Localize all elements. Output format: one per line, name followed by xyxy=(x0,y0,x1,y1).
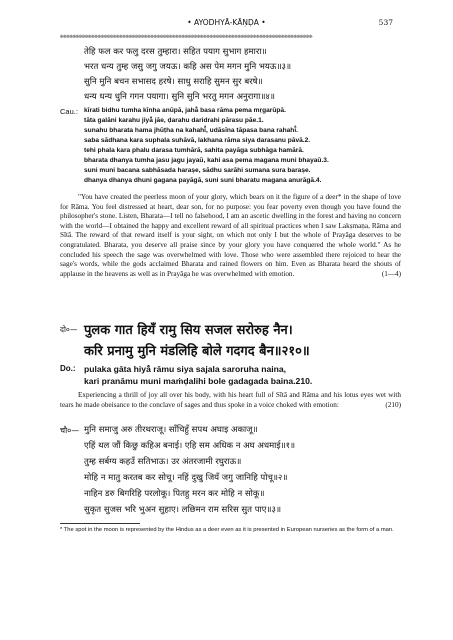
translit-line: sunahu bharata hama jhūṭha na kahahī̐, udāsīna tāpasa bana rahahī̐. xyxy=(84,127,298,134)
verse-line: तेहि फल कर फलु दरस तुम्हारा। सहित पयाग सुभाग हमारा॥ xyxy=(84,47,267,57)
verse-line: सुकृत सुजस भरि भुअन सुहाए। लछिमन राम सरिस सुत पाए॥३॥ xyxy=(84,505,282,515)
ornamental-border: ❊❊❊❊❊❊❊❊❊❊❊❊❊❊❊❊❊❊❊❊❊❊❊❊❊❊❊❊❊❊❊❊❊❊❊❊❊❊❊❊❊❊❊❊❊❊❊❊❊❊❊❊❊❊❊❊❊❊❊❊❊❊❊❊❊❊❊❊❊❊❊❊❊❊❊❊❊❊❊❊❊ xyxy=(60,33,313,40)
verse-line: भरत धन्य तुम्ह जसु जगु जयऊ। कहि अस पेम मगन मुनि भयऊ॥३॥ xyxy=(84,62,292,72)
translit-line: kīrati bidhu tumha kīnha anūpā, jahå̐ basa rāma pema mṛgarūpā. xyxy=(84,107,286,114)
translit-line: dhanya dhanya dhuni gagana payāgā, suni suni bharatu magana anurāgā.4. xyxy=(84,177,322,184)
verse-line: मोहि न मातु करतब कर सोचू। नहिं दुखु जियँ जगु जानिहि पोचू॥२॥ xyxy=(84,473,288,483)
verse-line: एहिं थल जौं किछु कहिअ बनाई। एहि सम अधिक न अघ अधमाई॥१॥ xyxy=(84,441,296,451)
verse-line: मुनि समाजु अरु तीरथराजू। साँचिहुँ सपथ अघाइ अकाजू॥ xyxy=(84,425,258,435)
running-header xyxy=(60,18,393,30)
footnote-rule xyxy=(60,523,140,524)
page-number: 537 xyxy=(378,18,393,27)
translation-text: Experiencing a thrill of joy all over his body, with his heart full of Sītā and Rāma and his lotus eyes wet with tears he made obeisance to the conclave of sages and thus spoke in a voice choked with emotion: xyxy=(60,391,401,409)
translit-line: tāta galāni karahu jiyå̐ jāe, ḍarahu daridrahi pārasu pāe.1. xyxy=(84,117,264,124)
footnote: * The spot in the moon is represented by the Hindus as a deer even as it is presented in European nurseries as the form of a man. xyxy=(60,527,394,533)
do-translit-line: pulaka gāta hiyå̐ rāmu siya sajala saroruha naina, xyxy=(84,364,287,374)
verse-range: (1—4) xyxy=(381,269,401,278)
verse-line: सुनि मुनि बचन सभासद हरषे। साधु सराहि सुमन सुर बरषे॥ xyxy=(84,77,263,87)
translit-line: bharata dhanya tumha jasu jagu jayaū, kahi asa pema magana muni bhayaū.3. xyxy=(84,157,329,164)
translation-paragraph xyxy=(60,193,401,279)
doha-label: दो०— xyxy=(60,325,78,334)
do-label: Do.: xyxy=(60,364,76,373)
translit-line: saba sādhana kara suphala suhāvā, lakhana rāma siya darasanu pāvā.2. xyxy=(84,137,311,144)
verse-line: नाहिन डरु बिगरिहि परलोकू। पितहु मरन कर मोहि न सोकू॥ xyxy=(84,489,265,499)
chau-label: चौ०— xyxy=(60,426,80,435)
translation-text: "You have created the peerless moon of your glory, which bears on it the figure of a deer* in the shape of love for Rāma. You feel distressed at heart, dear son, for no purpose: you fear poverty even though you have found the philosopher's stone. Listen, Bharata—I tell no falsehood, I am an ascetic dwelling in the forest and having no concern with the world—I obtained the happy and excellent reward of all spiritual practices when I saw Lakṣmaṇa, Rāma and Sītā. The reward of that reward itself is your sight, on which not only I but the whole of Prayāga deserves to be congratulated. Bharata, you deserve all praise since by your glory you have conquered the whole world." As he concluded his speech the sage was overwhelmed with love. Those who were assembled there rejoiced to hear the sage's words, while the gods acclaimed Bharata and rained flowers on him. Even as Bharata heard the shouts of applause in the heavens as well as in Prayāga he was overwhelmed with emotion. xyxy=(60,193,401,278)
doha-line: पुलक गात हियँ रामु सिय सजल सरोरुह नैन। xyxy=(84,323,293,338)
verse-range: (210) xyxy=(385,400,401,409)
cau-label: Cau.: xyxy=(60,107,78,116)
verse-line: तुम्ह सर्बग्य कहउँ सतिभाऊ। उर अंतरजामी रघुराऊ॥ xyxy=(84,457,242,467)
translation-paragraph xyxy=(60,391,401,410)
do-translit-line: kari pranāmu muni maṁḍalihi bole gadagada baina.210. xyxy=(84,376,313,386)
running-title: • AYODHYĀ-KĀṆḌA • xyxy=(187,18,266,27)
doha-line: करि प्रनामु मुनि मंडलिहि बोले गदगद बैन॥२१०॥ xyxy=(84,344,310,359)
translit-line: tehi phala kara phalu darasa tumhārā, sahita payāga subhāga hamārā. xyxy=(84,147,304,154)
translit-line: suni muni bacana sabhāsada harașe, sādhu sarāhi sumana sura barașe. xyxy=(84,167,311,174)
verse-line: धन्य धन्य धुनि गगन पयागा। सुनि सुनि भरतु मगन अनुरागा॥४॥ xyxy=(84,92,275,102)
